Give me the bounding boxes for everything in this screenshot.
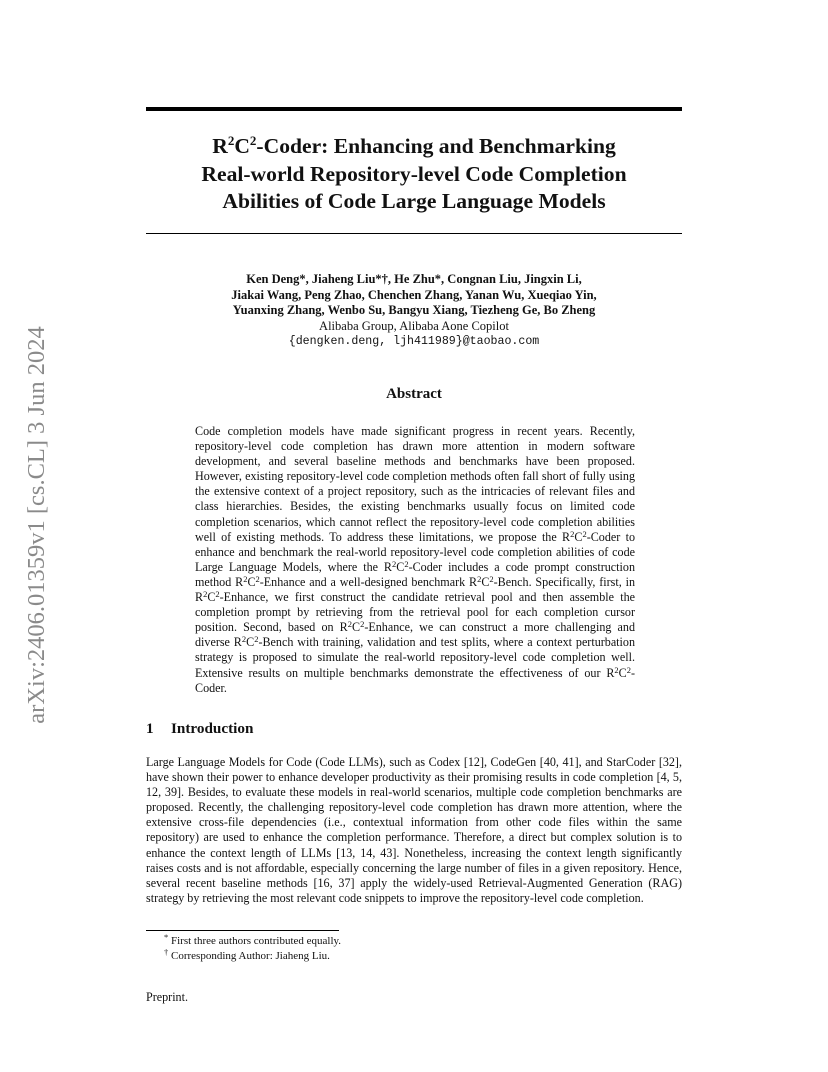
section-number: 1 (146, 720, 154, 737)
title-line-1: $R^2C^2$-Coder: Enhancing and Benchmarking (212, 133, 616, 158)
paper-title (146, 133, 682, 216)
footnote-rule (146, 930, 339, 931)
abstract-body: Code completion models have made significant progress in recent years. Recently, repository-level code completion has drawn more attention in modern software development, and several baseline methods and benchmarks have been proposed. However, existing repository-level code completion methods often fall short of fully using the extensive context of a project repository, such as the intricacies of relevant files and class hierarchies. Besides, the existing benchmarks usually focus on limited code completion scenarios, which cannot reflect the repository-level code completion abilities well of existing methods. To address these limitations, we propose the $R^2C^2$-Coder to enhance and benchmark the real-world repository-level code completion abilities of code Large Language Models, where the $R^2C^2$-Coder includes a code prompt construction method $R^2C^2$-Enhance and a well-designed benchmark $R^2C^2$-Bench. Specifically, first, in $R^2C^2$-Enhance, we first construct the candidate retrieval pool and then assemble the completion prompt by retrieving from the retrieval pool for each completion cursor position. Second, based on $R^2C^2$-Enhance, we can construct a more challenging and diverse $R^2C^2$-Bench with training, validation and test splits, where a context perturbation strategy is proposed to simulate the real-world repository-level code completion well. Extensive results on multiple benchmarks demonstrate the effectiveness of our $R^2C^2$-Coder. (195, 424, 636, 695)
section-title: Introduction (171, 720, 254, 737)
author-line-3: Yuanxing Zhang, Wenbo Su, Bangyu Xiang, Tiezheng Ge, Bo Zheng (232, 303, 596, 318)
footnote-corresponding-author: † Corresponding Author: Jiaheng Liu. (164, 947, 330, 963)
author-line-2: Jiakai Wang, Peng Zhao, Chenchen Zhang, Yanan Wu, Xueqiao Yin, (231, 287, 597, 302)
preprint-footer: Preprint. (146, 990, 188, 1004)
title-line-2: Real-world Repository-level Code Completion (201, 161, 627, 186)
abstract-heading: Abstract (386, 386, 442, 402)
title-line-3: Abilities of Code Large Language Models (222, 189, 606, 213)
author-block (146, 272, 682, 350)
author-line-1: Ken Deng*, Jiaheng Liu*†, He Zhu*, Congnan Liu, Jingxin Li, (246, 272, 582, 286)
title-bottom-rule (146, 233, 682, 234)
footnote-equal-contribution: * First three authors contributed equally. (164, 932, 342, 947)
arxiv-side-stamp: arXiv:2406.01359v1 [cs.CL] 3 Jun 2024 (23, 326, 50, 724)
introduction-paragraph: Large Language Models for Code (Code LLMs), such as Codex [12], CodeGen [40, 41], and StarCoder [32], have shown their power to enhance developer productivity as their promising results in code completion [4, 5, 12, 39]. Besides, to evaluate these models in real-world scenarios, multiple code completion benchmarks are proposed. Recently, the challenging repository-level code completion has drawn more attention, where the extensive cross-file dependencies (i.e., contextual information from other code files within the same repository) are used to enhance the completion performance. Therefore, a direct but complex solution is to enhance the context length of LLMs [13, 14, 43]. Nonetheless, increasing the context length significantly raises costs and is not affordable, especially concerning the large number of files in a given repository. Hence, several recent baseline methods [16, 37] apply the widely-used Retrieval-Augmented Generation (RAG) strategy by retrieving the most relevant code snippets to improve the repository-level code completion. (146, 755, 682, 905)
footnotes (164, 934, 341, 964)
title-top-rule (146, 107, 682, 111)
author-email: {dengken.deng, ljh411989}@taobao.com (288, 335, 540, 349)
section-heading-introduction (146, 720, 253, 738)
affiliation: Alibaba Group, Alibaba Aone Copilot (319, 318, 509, 333)
